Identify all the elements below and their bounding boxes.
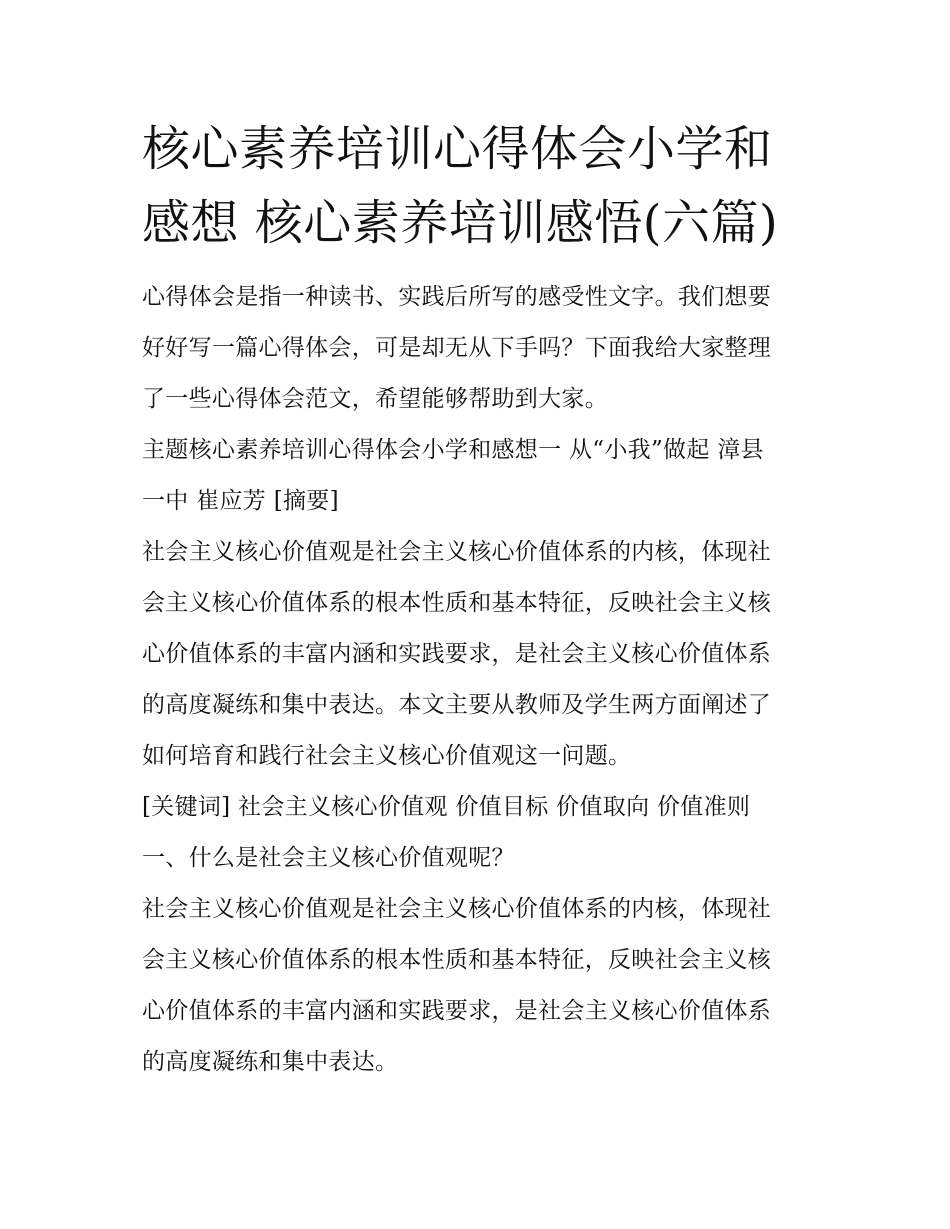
text-line: 会主义核心价值体系的根本性质和基本特征，反映社会主义核 bbox=[142, 947, 772, 973]
text-line: [关键词] 社会主义核心价值观 价值目标 价值取向 价值准则 bbox=[142, 794, 751, 820]
text-line: 社会主义核心价值观是社会主义核心价值体系的内核，体现社 bbox=[142, 896, 772, 922]
body-paragraph bbox=[142, 884, 814, 1088]
title-line: 感想 核心素养培训感悟(六篇) bbox=[142, 195, 779, 251]
text-line: 如何培育和践行社会主义核心价值观这一问题。 bbox=[142, 743, 632, 769]
text-line: 好好写一篇心得体会，可是却无从下手吗？下面我给大家整理 bbox=[142, 335, 772, 361]
text-line: 社会主义核心价值观是社会主义核心价值体系的内核，体现社 bbox=[142, 539, 772, 565]
keywords-paragraph bbox=[142, 782, 814, 833]
document-page bbox=[142, 112, 814, 1088]
text-line: 一、什么是社会主义核心价值观呢？ bbox=[142, 845, 515, 871]
abstract-paragraph bbox=[142, 527, 814, 782]
text-line: 一中 崔应芳 [摘要] bbox=[142, 488, 339, 514]
title-line: 核心素养培训心得体会小学和 bbox=[142, 121, 773, 177]
text-line: 会主义核心价值体系的根本性质和基本特征，反映社会主义核 bbox=[142, 590, 772, 616]
section-heading-paragraph bbox=[142, 425, 814, 527]
text-line: 的高度凝练和集中表达。 bbox=[142, 1049, 399, 1075]
text-line: 心价值体系的丰富内涵和实践要求，是社会主义核心价值体系 bbox=[142, 998, 772, 1024]
text-line: 了一些心得体会范文，希望能够帮助到大家。 bbox=[142, 386, 608, 412]
text-line: 主题核心素养培训心得体会小学和感想一 从“小我”做起 漳县 bbox=[142, 437, 764, 463]
text-line: 心得体会是指一种读书、实践后所写的感受性文字。我们想要 bbox=[142, 284, 772, 310]
document-title bbox=[142, 112, 814, 260]
intro-paragraph bbox=[142, 272, 814, 425]
text-line: 的高度凝练和集中表达。本文主要从教师及学生两方面阐述了 bbox=[142, 692, 772, 718]
question-heading bbox=[142, 833, 814, 884]
text-line: 心价值体系的丰富内涵和实践要求，是社会主义核心价值体系 bbox=[142, 641, 772, 667]
